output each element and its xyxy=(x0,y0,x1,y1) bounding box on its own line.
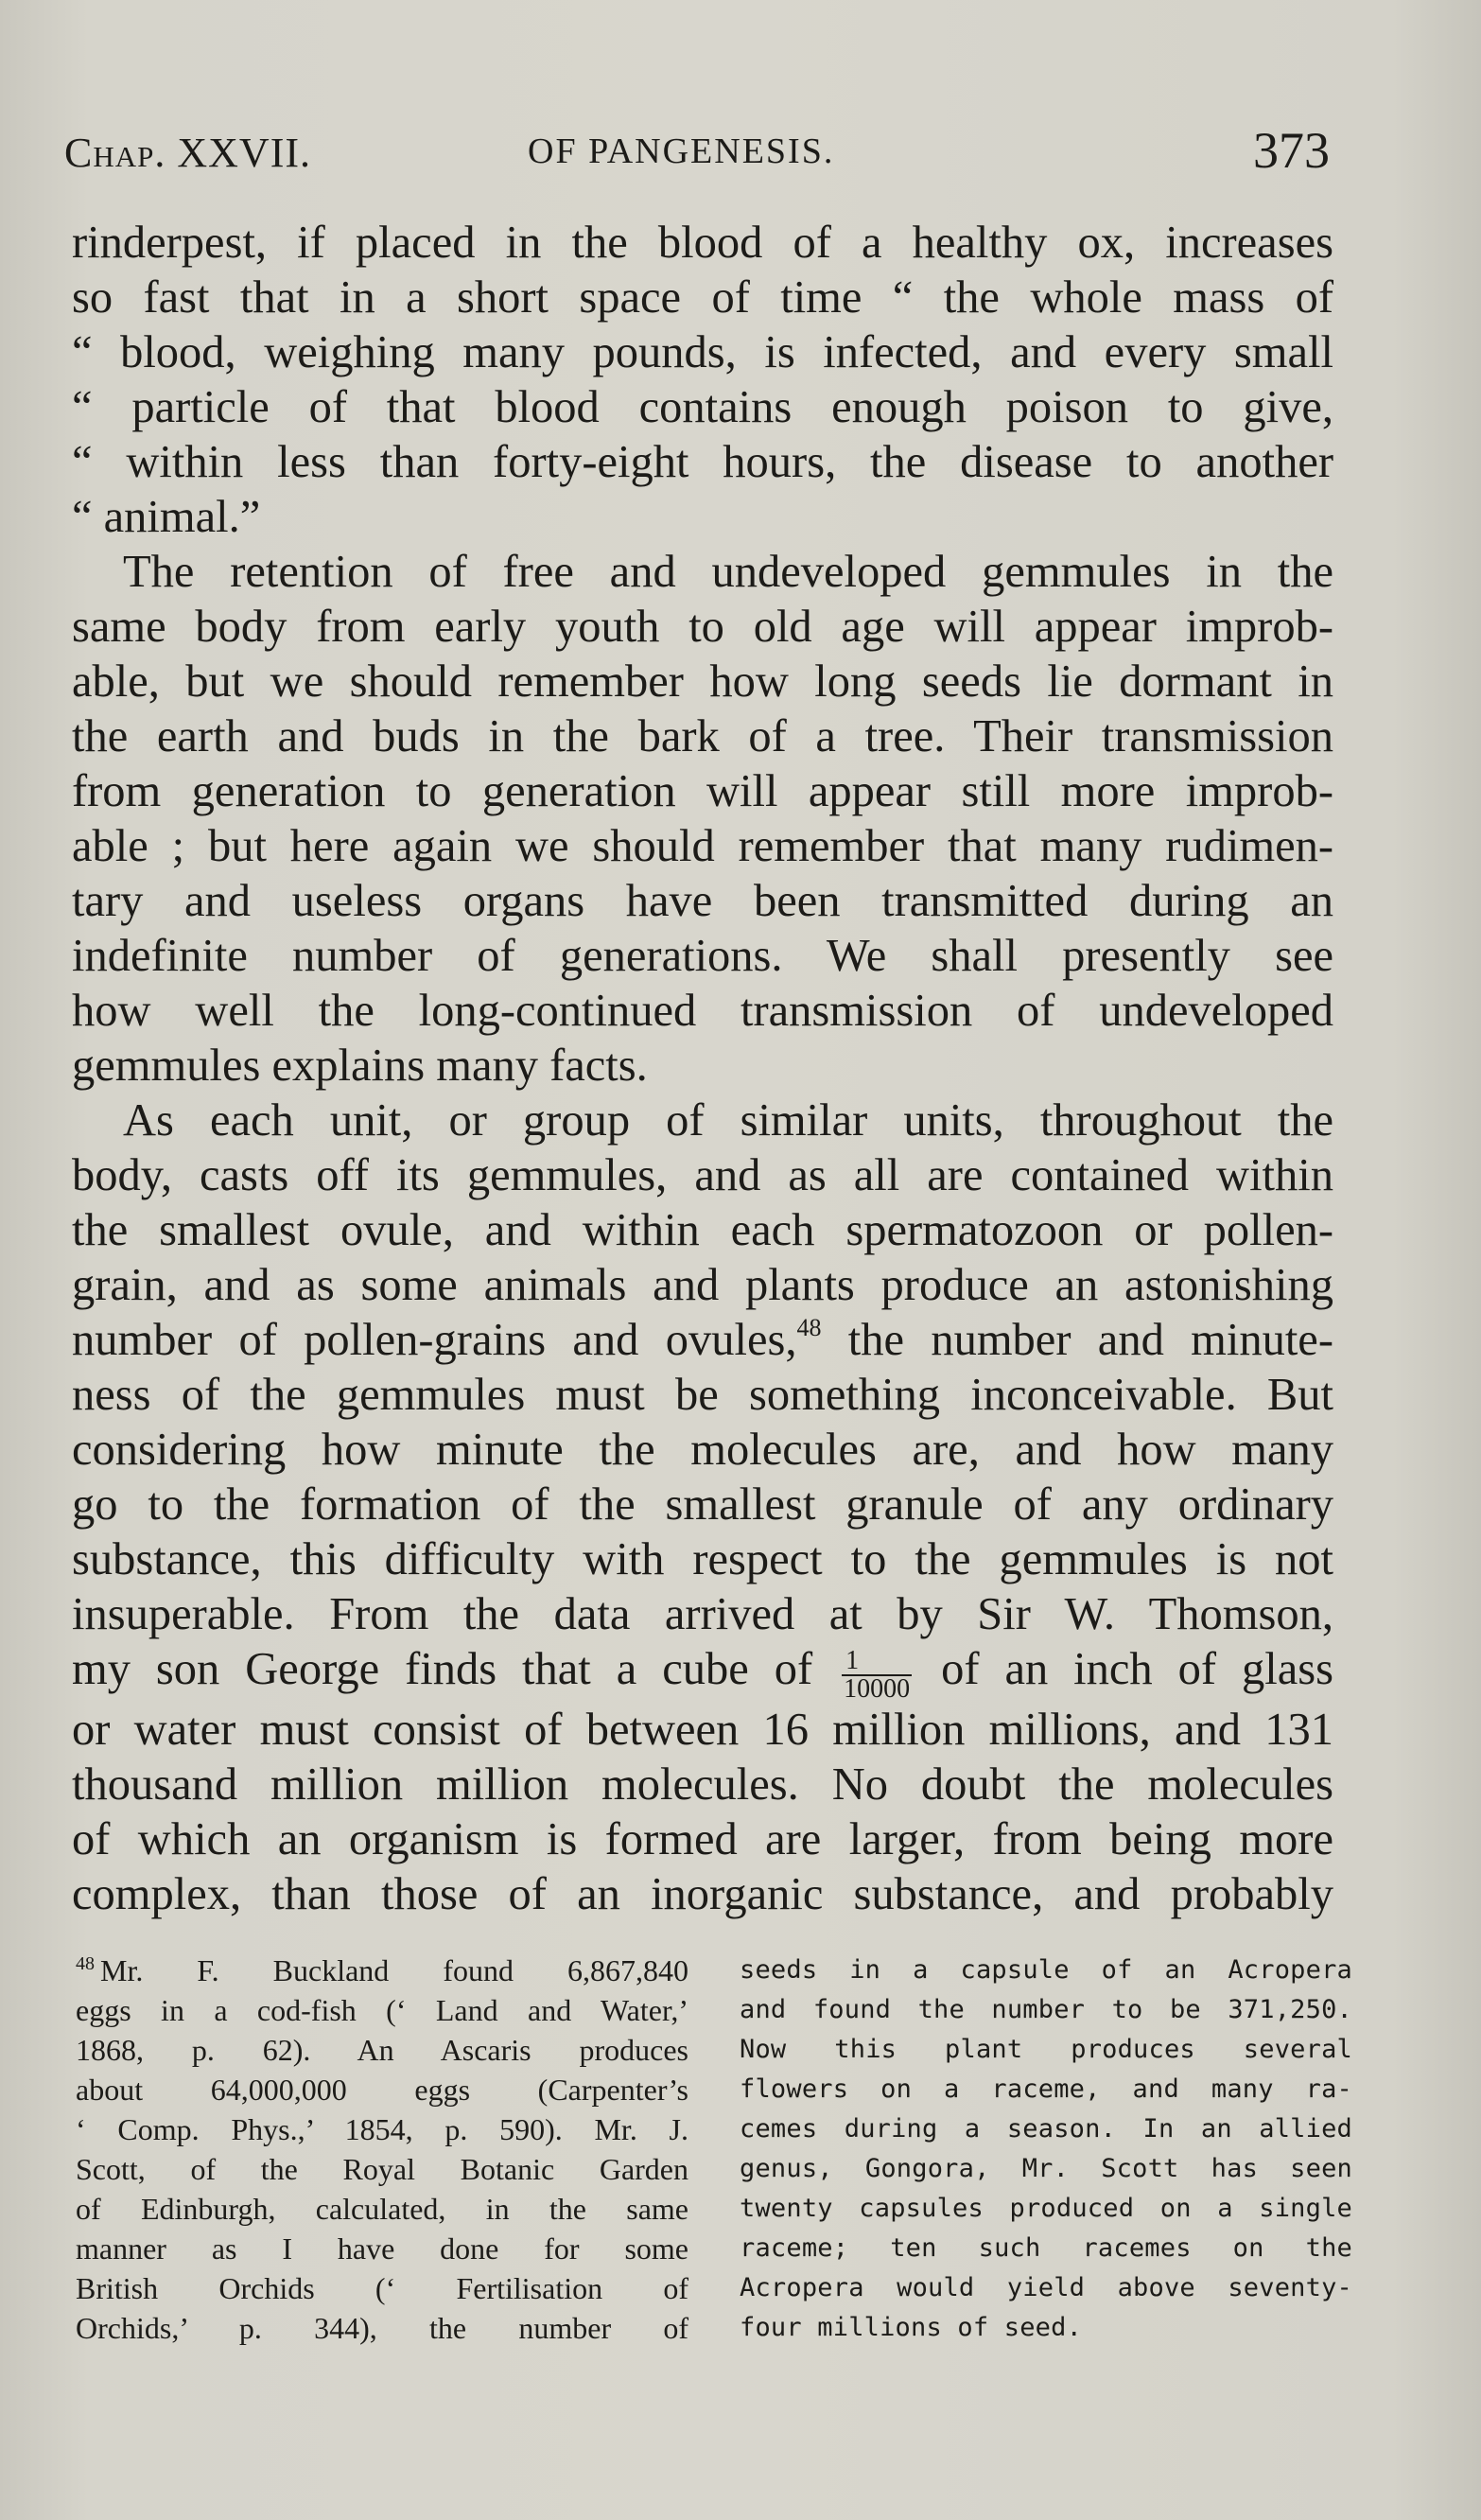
footnote-block xyxy=(72,1951,1352,2357)
footnote-line: Scott, of the Royal Botanic Garden xyxy=(76,2152,688,2186)
text-line: of which an organism is formed are larger, from being more xyxy=(72,1814,1333,1864)
paragraph-gemmules xyxy=(72,1094,1333,1922)
footnote-reference: 48 xyxy=(796,1314,822,1341)
text-line: “ blood, weighing many pounds, is infected, and every small xyxy=(72,327,1333,377)
text-line: go to the formation of the smallest granule of any ordinary xyxy=(72,1479,1333,1530)
text-line-with-footnote-ref xyxy=(72,1313,1333,1368)
text-line: same body from early youth to old age will appear improb- xyxy=(72,602,1333,652)
footnote-column-right xyxy=(740,1951,1352,2348)
text-line: complex, than those of an inorganic substance, and probably xyxy=(72,1869,1333,1919)
footnote-line: raceme; ten such racemes on the xyxy=(740,2233,1352,2263)
text-line: substance, this difficulty with respect to the gemmules is not xyxy=(72,1534,1333,1584)
text-line: “ animal.” xyxy=(72,492,261,542)
text-line: “ within less than forty-eight hours, the disease to another xyxy=(72,437,1333,487)
text-line: ness of the gemmules must be something inconceivable. But xyxy=(72,1370,1333,1420)
footnote-line xyxy=(76,1951,688,1990)
fraction-denominator: 10000 xyxy=(844,1674,911,1704)
body-text xyxy=(72,216,1333,1922)
running-header xyxy=(64,121,1330,187)
footnote-line: Orchids,’ p. 344), the number of xyxy=(76,2311,688,2345)
page-number: 373 xyxy=(1253,122,1330,179)
footnote-line: manner as I have done for some xyxy=(76,2231,688,2266)
text-line: The retention of free and undeveloped gemmules in the xyxy=(123,547,1333,597)
text-line: able ; but here again we should remember that many rudimen- xyxy=(72,821,1333,871)
paragraph-rinderpest xyxy=(72,216,1333,545)
footnote-line: cemes during a season. In an allied xyxy=(740,2114,1352,2144)
text-line: or water must consist of between 16 million millions, and 131 xyxy=(72,1705,1333,1755)
footnote-column-left xyxy=(76,1951,688,2348)
text-line: how well the long-continued transmission of undeveloped xyxy=(72,986,1333,1036)
text-line: grain, and as some animals and plants produce an astonishing xyxy=(72,1260,1333,1310)
text-line: indefinite number of generations. We shall presently see xyxy=(72,931,1333,981)
text-line: thousand million million molecules. No doubt the molecules xyxy=(72,1759,1333,1810)
text-line: insuperable. From the data arrived at by Sir W. Thomson, xyxy=(72,1589,1333,1639)
text-line: the earth and buds in the bark of a tree. Their transmission xyxy=(72,711,1333,761)
text-line: considering how minute the molecules are, and how many xyxy=(72,1425,1333,1475)
text-run: my son George finds that a cube of xyxy=(72,1644,813,1694)
text-line-with-fraction xyxy=(72,1642,1333,1703)
footnote-line: genus, Gongora, Mr. Scott has seen xyxy=(740,2154,1352,2183)
footnote-line: and found the number to be 371,250. xyxy=(740,1995,1352,2024)
text-line: body, casts off its gemmules, and as all are contained within xyxy=(72,1150,1333,1200)
footnote-line: of Edinburgh, calculated, in the same xyxy=(76,2192,688,2226)
text-line: tary and useless organs have been transmitted during an xyxy=(72,876,1333,926)
footnote-line: seeds in a capsule of an Acropera xyxy=(740,1955,1352,1985)
footnote-marker: 48 xyxy=(76,1953,95,1974)
text-line: gemmules explains many facts. xyxy=(72,1041,648,1091)
text-run: of an inch of glass xyxy=(941,1644,1333,1694)
text-run: the number and minute- xyxy=(821,1315,1333,1365)
fraction-numerator: 1 xyxy=(842,1648,912,1676)
paragraph-retention xyxy=(72,545,1333,1094)
text-line: so fast that in a short space of time “ the whole mass of xyxy=(72,272,1333,323)
running-title: OF PANGENESIS. xyxy=(528,131,835,171)
text-line: able, but we should remember how long seeds lie dormant in xyxy=(72,656,1333,707)
text-run: Mr. F. Buckland found 6,867,840 xyxy=(100,1953,688,1987)
footnote-line: eggs in a cod-fish (‘ Land and Water,’ xyxy=(76,1993,688,2027)
chapter-label: Chap. XXVII. xyxy=(64,130,311,176)
footnote-line: about 64,000,000 eggs (Carpenter’s xyxy=(76,2073,688,2107)
footnote-line: flowers on a raceme, and many ra- xyxy=(740,2074,1352,2104)
text-line: As each unit, or group of similar units, throughout the xyxy=(123,1095,1333,1146)
text-line: the smallest ovule, and within each spermatozoon or pollen- xyxy=(72,1205,1333,1255)
footnote-line: ‘ Comp. Phys.,’ 1854, p. 590). Mr. J. xyxy=(76,2112,688,2146)
text-line: from generation to generation will appear still more improb- xyxy=(72,766,1333,816)
fraction xyxy=(842,1648,912,1703)
footnote-line: four millions of seed. xyxy=(740,2313,1083,2342)
footnote-line: Acropera would yield above seventy- xyxy=(740,2273,1352,2302)
text-run: number of pollen-grains and ovules, xyxy=(72,1315,797,1365)
footnote-line: Now this plant produces several xyxy=(740,2035,1352,2064)
text-line: “ particle of that blood contains enough poison to give, xyxy=(72,382,1333,432)
footnote-line: British Orchids (‘ Fertilisation of xyxy=(76,2271,688,2305)
footnote-line: 1868, p. 62). An Ascaris produces xyxy=(76,2033,688,2067)
text-line: rinderpest, if placed in the blood of a healthy ox, increases xyxy=(72,218,1333,268)
footnote-line: twenty capsules produced on a single xyxy=(740,2194,1352,2223)
